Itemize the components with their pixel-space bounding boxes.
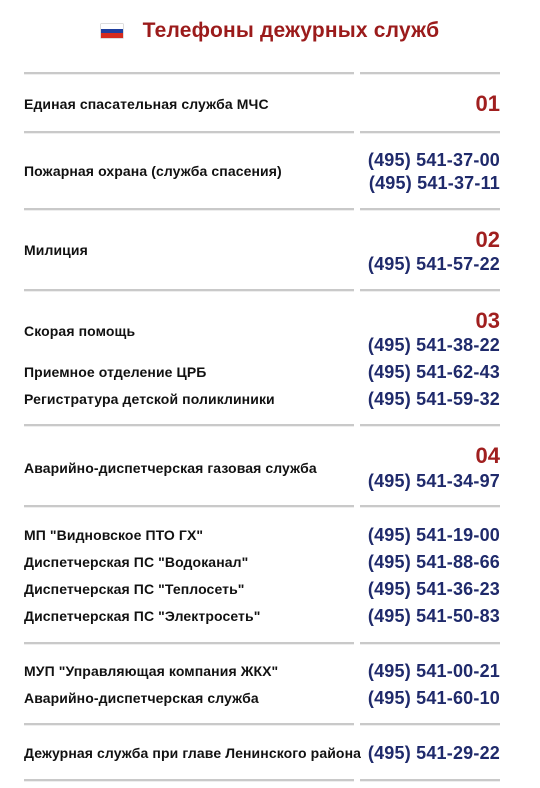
emergency-code-04[interactable]: 04 — [475, 443, 500, 468]
service-name-pto: МП "Видновское ПТО ГХ" — [24, 527, 204, 543]
row-divider — [24, 424, 354, 426]
phone-number[interactable]: (495) 541-37-11 — [368, 173, 500, 193]
phone-number[interactable]: (495) 541-34-97 — [367, 471, 500, 491]
service-name-ambulance: Скорая помощь — [24, 323, 136, 339]
row-divider — [360, 72, 500, 74]
emergency-code-01[interactable]: 01 — [475, 91, 500, 116]
row-divider — [360, 208, 500, 210]
service-name-teploset: Диспетчерская ПС "Теплосеть" — [24, 581, 245, 597]
service-name-district-duty: Дежурная служба при главе Ленинского района — [24, 745, 362, 761]
service-name-mchs: Единая спасательная служба МЧС — [24, 96, 269, 112]
phone-number[interactable]: (495) 541-36-23 — [367, 579, 500, 599]
row-divider — [24, 289, 354, 291]
row-divider — [360, 779, 500, 781]
phone-number[interactable]: (495) 541-38-22 — [367, 335, 500, 355]
phone-number[interactable]: (495) 541-88-66 — [367, 552, 500, 572]
row-divider — [360, 289, 500, 291]
phone-number[interactable]: (495) 541-62-43 — [367, 362, 500, 382]
row-divider — [360, 131, 500, 133]
service-name-vodokanal: Диспетчерская ПС "Водоканал" — [24, 554, 249, 570]
phone-number[interactable]: (495) 541-50-83 — [367, 606, 500, 626]
row-divider — [24, 723, 354, 725]
service-name-dispatch: Аварийно-диспетчерская служба — [24, 690, 259, 706]
row-divider — [360, 642, 500, 644]
phone-number[interactable]: (495) 541-00-21 — [367, 661, 500, 681]
service-name-gas: Аварийно-диспетчерская газовая служба — [24, 460, 317, 476]
phone-number[interactable]: (495) 541-37-00 — [367, 150, 500, 170]
service-name-elektroset: Диспетчерская ПС "Электросеть" — [24, 608, 261, 624]
row-divider — [24, 642, 354, 644]
row-divider — [360, 723, 500, 725]
row-divider — [24, 72, 354, 74]
row-divider — [24, 208, 354, 210]
row-divider — [360, 424, 500, 426]
service-name-fire: Пожарная охрана (служба спасения) — [24, 163, 282, 179]
page-title: Телефоны дежурных служб — [142, 19, 440, 42]
service-name-clinic: Регистратура детской поликлиники — [24, 391, 275, 407]
phone-number[interactable]: (495) 541-57-22 — [367, 254, 500, 274]
service-name-police: Милиция — [24, 242, 88, 258]
row-divider — [24, 505, 354, 507]
row-divider — [24, 779, 354, 781]
row-divider — [24, 131, 354, 133]
phone-number[interactable]: (495) 541-60-10 — [367, 688, 500, 708]
phone-number[interactable]: (495) 541-59-32 — [367, 389, 500, 409]
row-divider — [360, 505, 500, 507]
service-name-zhkh: МУП "Управляющая компания ЖКХ" — [24, 663, 279, 679]
phone-number[interactable]: (495) 541-29-22 — [367, 743, 500, 763]
emergency-code-03[interactable]: 03 — [475, 308, 500, 333]
emergency-code-02[interactable]: 02 — [475, 227, 500, 252]
service-name-hospital: Приемное отделение ЦРБ — [24, 364, 207, 380]
phone-number[interactable]: (495) 541-19-00 — [367, 525, 500, 545]
